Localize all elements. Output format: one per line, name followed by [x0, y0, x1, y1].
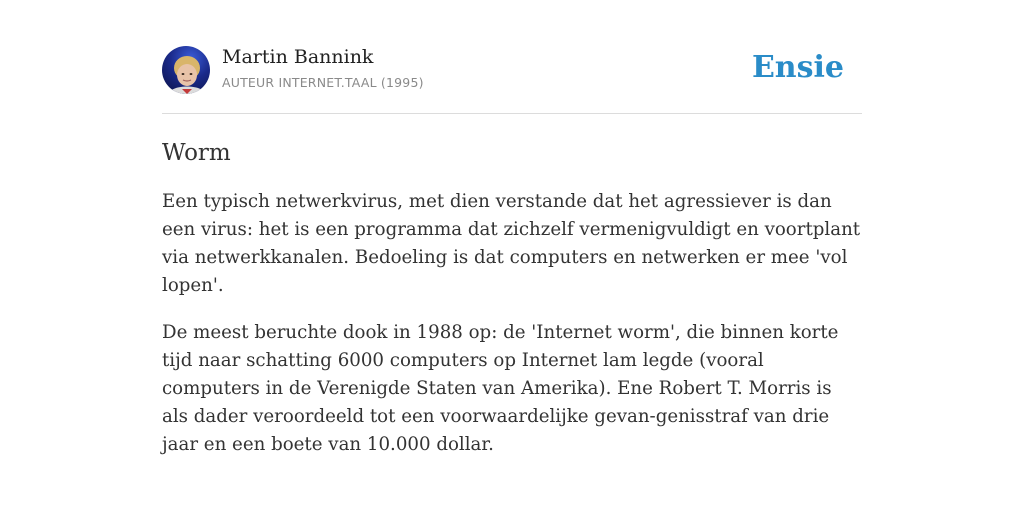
- author-avatar[interactable]: [162, 46, 210, 94]
- author-name[interactable]: Martin Bannink: [222, 46, 374, 68]
- entry-card: [162, 46, 862, 459]
- ensie-logo-link[interactable]: Ensie: [751, 50, 844, 85]
- entry-paragraph: De meest beruchte dook in 1988 op: de 'Internet worm', die binnen korte tijd naar schatting 6000 computers op Internet lam legde (vooral computers in de Verenigde Staten van Amerika). Ene Robert T. Morris is als dader veroordeeld tot een voorwaardelijke gevan-genisstraf van drie jaar en een boete van 10.000 dollar.: [162, 322, 839, 455]
- entry-header: [162, 46, 862, 114]
- entry-title: Worm: [162, 140, 231, 166]
- entry-paragraph: Een typisch netwerkvirus, met dien verstande dat het agressiever is dan een virus: het is een programma dat zichzelf vermenigvuldigt en voortplant via netwerkkanalen. Bedoeling is dat computers en netwerken er mee 'vol lopen'.: [162, 191, 861, 296]
- author-role: AUTEUR INTERNET.TAAL (1995): [222, 75, 424, 90]
- author-photo-icon: [162, 46, 210, 94]
